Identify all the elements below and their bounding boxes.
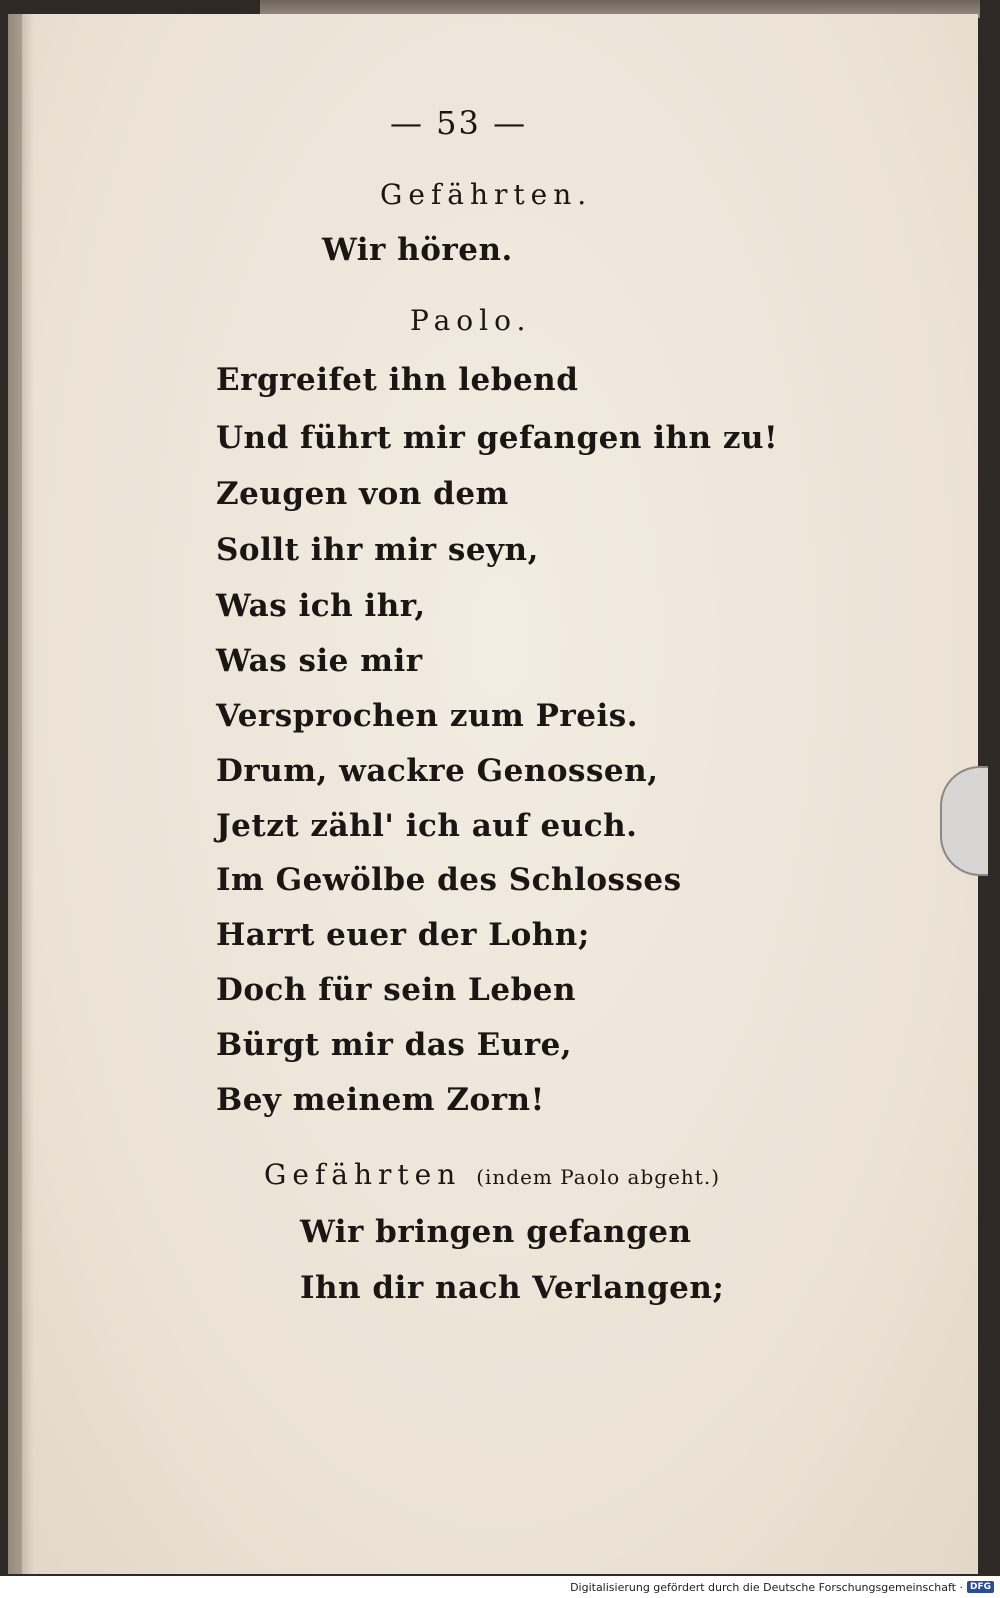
speaker-name: Gefährten — [264, 1158, 462, 1191]
verse-line: Wir bringen gefangen — [300, 1214, 692, 1250]
speaker-gefaehrten-1: Gefährten. — [380, 178, 593, 211]
verse-line: Doch für sein Leben — [216, 972, 577, 1008]
page-number: — 53 — — [390, 104, 528, 142]
page-tab-marker — [940, 766, 988, 876]
verse-line: Sollt ihr mir seyn, — [216, 532, 539, 568]
verse-line: Bürgt mir das Eure, — [216, 1027, 573, 1063]
speaker-paolo: Paolo. — [410, 304, 532, 337]
stage-direction: (indem Paolo abgeht.) — [476, 1165, 720, 1189]
digitization-footer — [0, 1576, 1000, 1598]
verse-line: Und führt mir gefangen ihn zu! — [216, 420, 779, 456]
verse-line: Was sie mir — [216, 643, 423, 679]
dfg-logo: DFG — [967, 1581, 994, 1593]
verse-line: Jetzt zähl' ich auf euch. — [216, 808, 638, 844]
verse-line: Wir hören. — [322, 232, 513, 268]
verse-line: Harrt euer der Lohn; — [216, 917, 590, 953]
verse-line: Was ich ihr, — [216, 588, 426, 624]
verse-line: Bey meinem Zorn! — [216, 1082, 545, 1118]
verse-line: Drum, wackre Genossen, — [216, 753, 659, 789]
verse-line: Versprochen zum Preis. — [216, 698, 638, 734]
speaker-gefaehrten-2 — [264, 1158, 720, 1191]
verse-line: Ergreifet ihn lebend — [216, 362, 579, 398]
page-gutter-shadow — [8, 14, 34, 1574]
verse-line: Zeugen von dem — [216, 476, 509, 512]
footer-credit: Digitalisierung gefördert durch die Deutsche Forschungsgemeinschaft · — [570, 1580, 963, 1594]
verse-line: Im Gewölbe des Schlosses — [216, 862, 682, 898]
verse-line: Ihn dir nach Verlangen; — [300, 1270, 725, 1306]
